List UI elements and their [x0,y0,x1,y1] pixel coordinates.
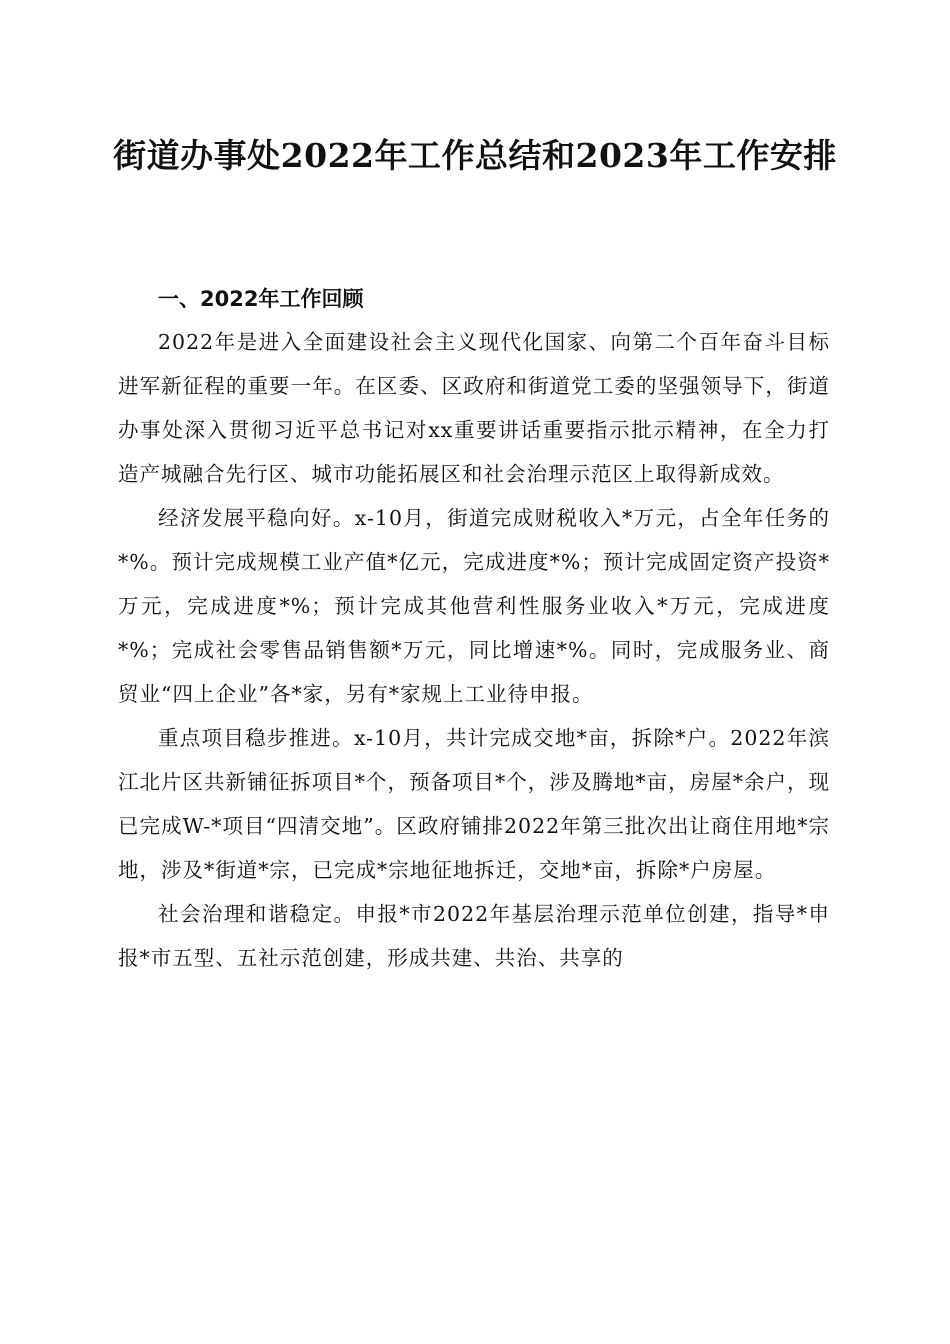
paragraph-economy: 经济发展平稳向好。x-10月，街道完成财税收入*万元，占全年任务的*%。预计完成规模工业产值*亿元，完成进度*%；预计完成固定资产投资*万元，完成进度*%；预计完成其他营利性服务业收入*万元，完成进度*%；完成社会零售品销售额*万元，同比增速*%。同时，完成服务业、商贸业“四上企业”各*家，另有*家规上工业待申报。 [118,506,830,706]
document-body [118,278,830,980]
document-title: 街道办事处2022年工作总结和2023年工作安排 [113,136,837,175]
paragraph-projects: 重点项目稳步推进。x-10月，共计完成交地*亩，拆除*户。2022年滨江北片区共新铺征拆项目*个，预备项目*个，涉及腾地*亩，房屋*余户，现已完成W-*项目“四清交地”。区政府铺排2022年第三批次出让商住用地*宗地，涉及*街道*宗，已完成*宗地征地拆迁，交地*亩，拆除*户房屋。 [118,726,830,882]
paragraph-intro: 2022年是进入全面建设社会主义现代化国家、向第二个百年奋斗目标进军新征程的重要一年。在区委、区政府和街道党工委的坚强领导下，街道办事处深入贯彻习近平总书记对xx重要讲话重要指示批示精神，在全力打造产城融合先行区、城市功能拓展区和社会治理示范区上取得新成效。 [118,330,830,486]
paragraph-governance: 社会治理和谐稳定。申报*市2022年基层治理示范单位创建，指导*申报*市五型、五社示范创建，形成共建、共治、共享的 [118,902,830,970]
section-heading: 一、2022年工作回顾 [158,287,364,311]
